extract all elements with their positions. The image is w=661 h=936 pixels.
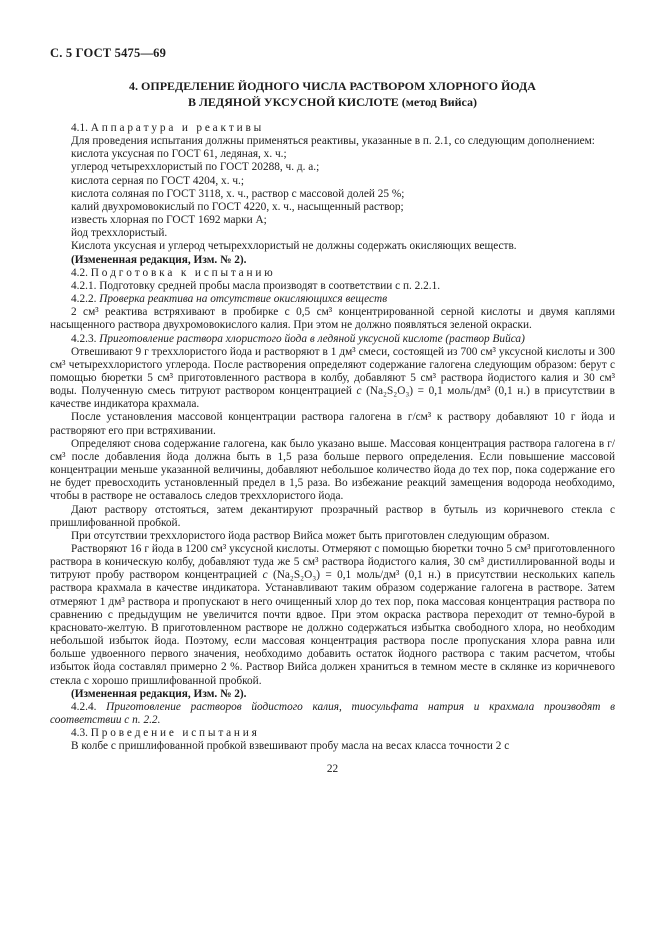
reagent-item: углерод четыреххлористый по ГОСТ 20288, ч. д. а.; xyxy=(71,161,320,174)
clause-4-2-1: 4.2.1. Подготовку средней пробы масла производят в соответствии с п. 2.2.1. xyxy=(71,279,441,292)
section-4-1-heading: 4.1. А п п а р а т у р а и р е а к т и в ы xyxy=(71,122,262,134)
document-title-line1: 4. ОПРЕДЕЛЕНИЕ ЙОДНОГО ЧИСЛА РАСТВОРОМ ХЛОРНОГО ЙОДА xyxy=(129,79,536,93)
page-number: 22 xyxy=(326,762,339,775)
clause-4-2-2-heading: 4.2.2. Проверка реактива на отсутствие окисляющихся веществ xyxy=(71,293,388,306)
clause-4-2-2-body: 2 см³ реактива встряхивают в пробирке с 0,5 см³ концентрированной серной кислоты и двумя каплями насыщенного раствора двухромовокислого калия. При этом не должно появляться зеленой окраски. xyxy=(50,306,615,332)
section-4-2-heading: 4.2. П о д г о т о в к а к и с п ы т а н и ю xyxy=(71,266,273,279)
clause-4-2-3-paragraph-6: Растворяют 16 г йода в 1200 см³ уксусной кислоты. Отмеряют с помощью бюретки точно 5 см³ приготовленного раствора в коническую колбу, добавляют туда же 5 см³ раствора йодистого калия, 30 см³ дистиллированной воды и титруют пробу раствором концентрацией с (Na₂S₂O₃) = 0,1 моль/дм³ (0,1 н.) в присутствии нескольких капель раствора крахмала в качестве индикатора. Устанавливают таким образом содержание галогена в растворе. Затем отмеряют 1 дм³ раствора и пропускают в него очищенный хлор до тех пор, пока массовая концентрация раствора по сравнению с предыдущим не увеличится почти вдвое. При этом окраска раствора переходит от темно-бурой в красновато-желтую. В приготовленном растворе не должно содержаться избытка свободного хлора, но необходим небольшой избыток йода. Поэтому, если массовая концентрация раствора после пропускания хлора равна или больше удвоенного первого значения, необходимо добавить остаток йодного раствора с таким расчетом, чтобы избыток йода составлял примерно 2 %. Раствор Вийса должен храниться в темном месте в склянке из коричневого стекла с хорошо пришлифованной пробкой. xyxy=(50,543,616,687)
reagent-item: калий двухромовокислый по ГОСТ 4220, х. ч., насыщенный раствор; xyxy=(71,200,404,213)
clause-4-2-3-paragraph-3: Определяют снова содержание галогена, как было указано выше. Массовая концентрация раствора галогена в г/см³ после добавления йода должна быть в 1,5 раза больше первого определения. Если повышение массовой концентрации меньше указанной величины, добавляют небольшое количество йода до тех пор, пока содержание его не будет превосходить установленный предел в 1,5 раза. Во избежание реакций замещения водорода необходимо, чтобы в растворе не оставалось следов треххлористого йода. xyxy=(50,437,615,503)
amendment-note: (Измененная редакция, Изм. № 2). xyxy=(71,253,247,266)
clause-4-2-3-paragraph-1: Отвешивают 9 г треххлористого йода и растворяют в 1 дм³ смеси, состоящей из 700 см³ уксусной кислоты и 300 см³ четыреххлористого углерода. После растворения определяют содержание галогена следующим образом: берут с помощью бюретки 5 см³ приготовленного раствора в колбу, добавляют 5 см³ раствора йодистого калия и 30 см³ воды. Полученную смесь титруют раствором концентрацией с (Na₂S₂O₃) = 0,1 моль/дм³ (0,1 н.) в присутствии в качестве индикатора крахмала. xyxy=(50,345,615,411)
reagent-item: кислота серная по ГОСТ 4204, х. ч.; xyxy=(71,174,245,187)
document-title-line2: В ЛЕДЯНОЙ УКСУСНОЙ КИСЛОТЕ (метод Вийса) xyxy=(187,95,477,109)
paragraph-reagents-intro: Для проведения испытания должны применяться реактивы, указанные в п. 2.1, со следующим дополнением: xyxy=(71,135,595,148)
reagent-item: кислота соляная по ГОСТ 3118, х. ч., раствор с массовой долей 25 %; xyxy=(71,187,405,200)
clause-4-2-3-paragraph-5: При отсутствии треххлористого йода раствор Вийса может быть приготовлен следующим образом. xyxy=(71,529,550,542)
clause-4-2-3-paragraph-4: Дают раствору отстояться, затем декантируют прозрачный раствор в бутыль из коричневого стекла с пришлифованной пробкой. xyxy=(50,503,615,529)
running-header: С. 5 ГОСТ 5475—69 xyxy=(50,46,167,60)
clause-4-3-body: В колбе с пришлифованной пробкой взвешивают пробу масла на весах класса точности 2 с xyxy=(71,740,510,753)
reagent-item: известь хлорная по ГОСТ 1692 марки А; xyxy=(71,214,267,227)
clause-4-2-3-heading: 4.2.3. Приготовление раствора хлористого йода в ледяной уксусной кислоте (раствор Вийса) xyxy=(71,332,525,345)
document-body xyxy=(50,122,615,754)
document-title xyxy=(50,78,615,110)
reagent-item: кислота уксусная по ГОСТ 61, ледяная, х. ч.; xyxy=(71,148,287,161)
amendment-note: (Измененная редакция, Изм. № 2). xyxy=(71,687,247,700)
clause-4-2-3-paragraph-2: После установления массовой концентрации раствора галогена в г/см³ к раствору добавляют 10 г йода и растворяют его при встряхивании. xyxy=(50,411,615,437)
reagent-item: йод треххлористый. xyxy=(71,227,168,240)
section-4-3-heading: 4.3. П р о в е д е н и е и с п ы т а н и я xyxy=(71,727,257,740)
clause-4-2-4: 4.2.4. Приготовление растворов йодистого калия, тиосульфата натрия и крахмала производят в соответствии с п. 2.2. xyxy=(50,700,615,727)
paragraph-oxidizing-note: Кислота уксусная и углерод четыреххлористый не должны содержать окисляющих веществ. xyxy=(71,240,517,253)
